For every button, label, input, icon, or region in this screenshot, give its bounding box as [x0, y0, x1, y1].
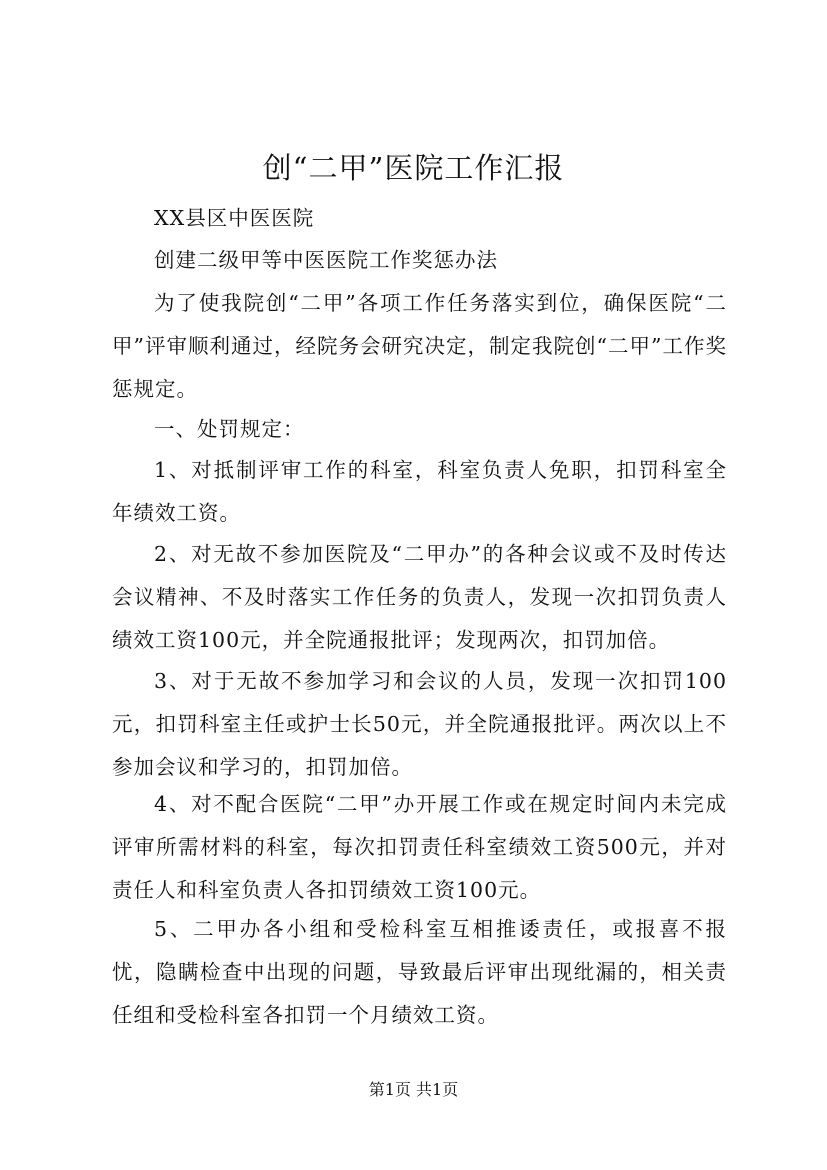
organization-name: XX县区中医医院: [154, 206, 315, 230]
document-subtitle: 创建二级甲等中医医院工作奖惩办法: [154, 248, 499, 272]
penalty-item-5: 5、二甲办各小组和受检科室互相推诿责任，或报喜不报忧，隐瞒检查中出现的问题，导致最后评审出现纰漏的，相关责任组和受检科室各扣罚一个月绩效工资。: [112, 917, 727, 1027]
document-title: 创“二甲”医院工作汇报: [262, 151, 565, 185]
penalty-item-1: 1、对抵制评审工作的科室，科室负责人免职，扣罚科室全年绩效工资。: [112, 458, 727, 525]
section-heading-penalties: 一、处罚规定：: [154, 417, 305, 441]
penalty-item-3: 3、对于无故不参加学习和会议的人员，发现一次扣罚100元，扣罚科室主任或护士长50元，并全院通报批评。两次以上不参加会议和学习的，扣罚加倍。: [112, 669, 727, 779]
penalty-item-4: 4、对不配合医院“二甲”办开展工作或在规定时间内未完成评审所需材料的科室，每次扣罚责任科室绩效工资500元，并对责任人和科室负责人各扣罚绩效工资100元。: [112, 792, 727, 902]
penalty-item-2: 2、对无故不参加医院及“二甲办”的各种会议或不及时传达会议精神、不及时落实工作任务的负责人，发现一次扣罚负责人绩效工资100元，并全院通报批评；发现两次，扣罚加倍。: [112, 542, 727, 652]
intro-paragraph: 为了使我院创“二甲”各项工作任务落实到位，确保医院“二甲”评审顺利通过，经院务会研究决定，制定我院创“二甲”工作奖惩规定。: [112, 291, 727, 401]
page-footer: 第1页 共1页: [368, 1080, 459, 1099]
